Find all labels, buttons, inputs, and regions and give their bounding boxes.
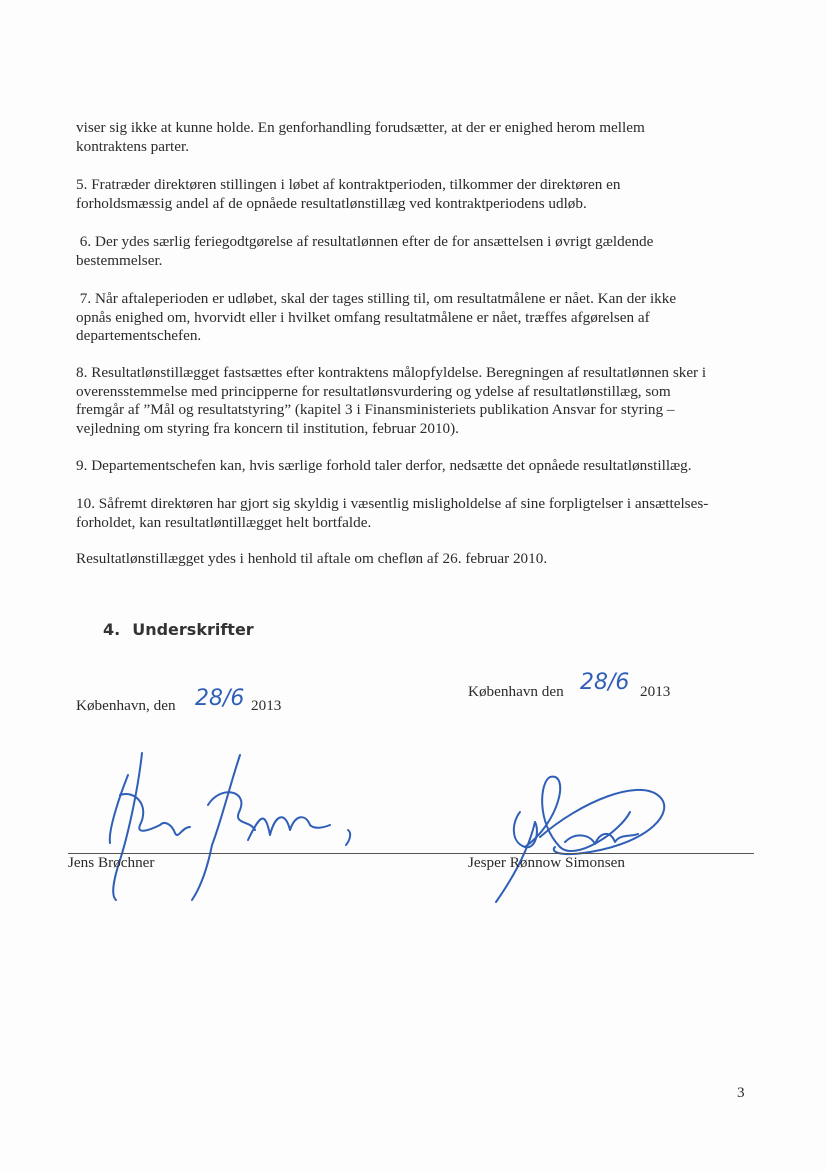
signatory-left: Jens Brøchner <box>68 854 155 871</box>
left-date-line <box>76 697 176 716</box>
text-line: 7. Når aftaleperioden er udløbet, skal der tages stilling til, om resultatmålene er nået. Kan der ikke <box>76 290 677 307</box>
left-date-place: København, den <box>76 697 176 714</box>
right-date-place: København den <box>468 683 564 700</box>
left-date-year: 2013 <box>251 697 282 714</box>
paragraph-5 <box>76 176 756 213</box>
text-line: fremgår af ”Mål og resultatstyring” (kapitel 3 i Finansministeriets publikation Ansvar for styring – <box>76 401 675 418</box>
text-line: vejledning om styring fra koncern til institution, februar 2010). <box>76 419 459 437</box>
text-line: kontraktens parter. <box>76 137 190 155</box>
text-line: bestemmelser. <box>76 251 163 269</box>
paragraph-8 <box>76 364 756 438</box>
right-signature <box>480 752 680 907</box>
paragraph-9 <box>76 457 756 476</box>
right-date-line <box>468 683 564 702</box>
text-line: 6. Der ydes særlig feriegodtgørelse af resultatlønnen efter de for ansættelsen i øvrigt gældende <box>76 233 654 250</box>
section-title: Underskrifter <box>132 620 254 639</box>
right-date-handwritten: 28/6 <box>580 670 630 695</box>
text-line: 10. Såfremt direktøren har gjort sig skyldig i væsentlig misligholdelse af sine forpligtelser i ansættelses- <box>76 495 709 512</box>
left-signature <box>80 735 380 905</box>
text-line: 9. Departementschefen kan, hvis særlige forhold taler derfor, nedsætte det opnåede resultatlønstillæg. <box>76 457 692 474</box>
page-number: 3 <box>737 1084 745 1101</box>
signatory-right: Jesper Rønnow Simonsen <box>468 854 625 871</box>
paragraph-11 <box>76 550 756 569</box>
text-line: 5. Fratræder direktøren stillingen i løbet af kontraktperioden, tilkommer der direktøren en <box>76 176 621 193</box>
paragraph-10 <box>76 495 756 532</box>
section-heading <box>103 620 254 639</box>
paragraph-6 <box>76 233 756 270</box>
text-line: departementschefen. <box>76 327 202 344</box>
text-line: overensstemmelse med principperne for resultatlønsvurdering og ydelse af resultatlønstillæg, som <box>76 382 671 400</box>
text-line: viser sig ikke at kunne holde. En genforhandling forudsætter, at der er enighed herom mellem <box>76 119 645 136</box>
text-line: 8. Resultatlønstillægget fastsættes efter kontraktens målopfyldelse. Beregningen af resultatlønnen sker i <box>76 364 707 381</box>
text-line: opnås enighed om, hvorvidt eller i hvilket omfang resultatmålene er nået, træffes afgørelsen af <box>76 308 650 326</box>
text-line: forholdet, kan resultatløntillægget helt bortfalde. <box>76 513 372 531</box>
signature-rule <box>68 853 754 854</box>
text-line: forholdsmæssig andel af de opnåede resultatlønstillæg ved kontraktperiodens udløb. <box>76 194 587 212</box>
section-number: 4. <box>103 620 121 639</box>
paragraph-7 <box>76 290 756 346</box>
left-date-handwritten: 28/6 <box>195 686 245 711</box>
paragraph-continuation <box>76 119 756 156</box>
right-date-year: 2013 <box>640 683 671 700</box>
text-line: Resultatlønstillægget ydes i henhold til aftale om chefløn af 26. februar 2010. <box>76 550 548 567</box>
